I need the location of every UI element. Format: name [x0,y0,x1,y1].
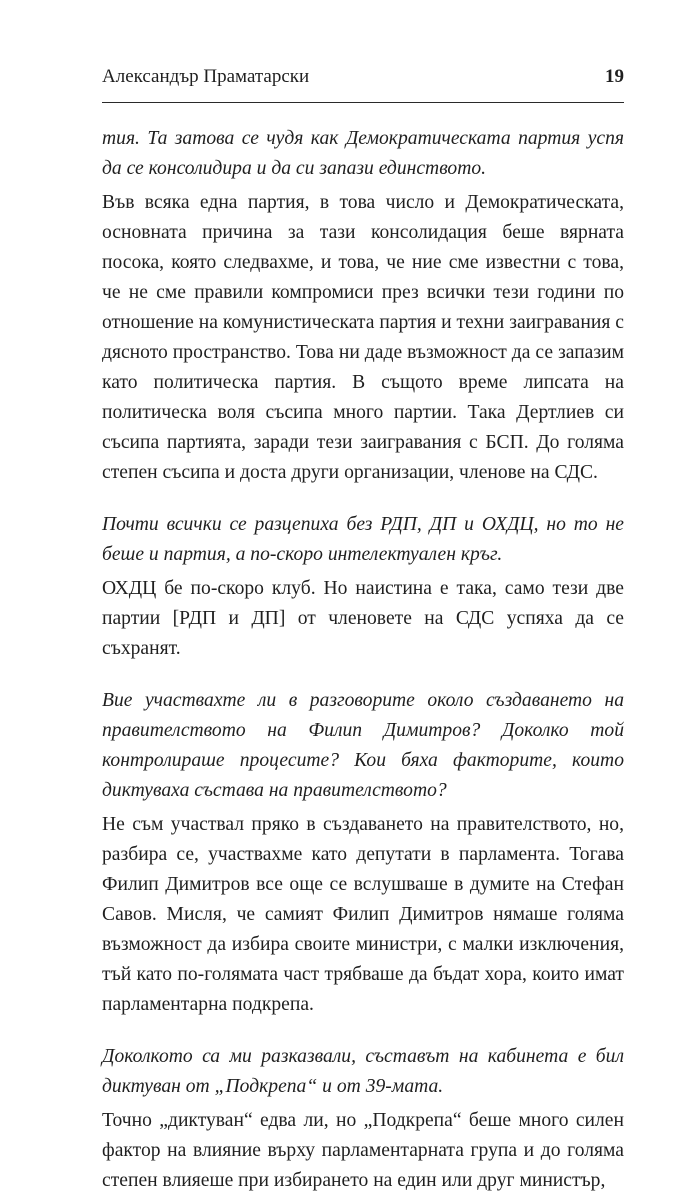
page-number: 19 [605,66,624,87]
answer-paragraph: ОХДЦ бе по-скоро клуб. Но наистина е така, само тези две партии [РДП и ДП] от членовете на СДС успяха да се съхранят. [102,578,624,659]
author-name: Александър Праматарски [102,66,310,87]
header-rule [102,102,624,103]
answer-paragraph: Точно „диктуван“ едва ли, но „Подкрепа“ беше много силен фактор на влияние върху парламентарната група и до голяма степен влияеше при избирането на един или друг министър, [102,1110,624,1191]
question-paragraph: Почти всички се разцепиха без РДП, ДП и ОХДЦ, но то не беше и партия, а по-скоро интелектуален кръг. [102,514,624,565]
answer-paragraph: Във всяка една партия, в това число и Демократическата, основната причина за тази консолидация беше вярната посока, която следвахме, и това, че ние сме известни с това, че не сме правили компромиси през всички тези години по отношение на комунистическата партия и техни заигравания с дясното пространство. Това ни даде възможност да се запазим като политическа партия. В същото време липсата на политическа воля съсипа много партии. Така Дертлиев си съсипа партията, заради тези заигравания с БСП. До голяма степен съсипа и доста други организации, членове на СДС. [102,192,624,483]
answer-paragraph: Не съм участвал пряко в създаването на правителството, но, разбира се, участвахме като депутати в парламента. Тогава Филип Димитров все още се вслушваше в думите на Стефан Савов. Мисля, че самият Филип Димитров нямаше голяма възможност да избира своите министри, с малки изключения, тъй като по-голямата част трябваше да бъдат хора, които имат парламентарна подкрепа. [102,814,624,1015]
interview-text [102,124,624,1196]
question-paragraph: Доколкото са ми разказвали, съставът на кабинета е бил диктуван от „Подкрепа“ и от 39-мата. [102,1046,624,1097]
running-header [102,66,624,88]
question-paragraph: тия. Та затова се чудя как Демократическата партия успя да се консолидира и да си запази единството. [102,128,624,179]
question-paragraph: Вие участвахте ли в разговорите около създаването на правителството на Филип Димитров? Доколко той контролираше процесите? Кои бяха факторите, които диктуваха състава на правителството? [102,690,624,801]
